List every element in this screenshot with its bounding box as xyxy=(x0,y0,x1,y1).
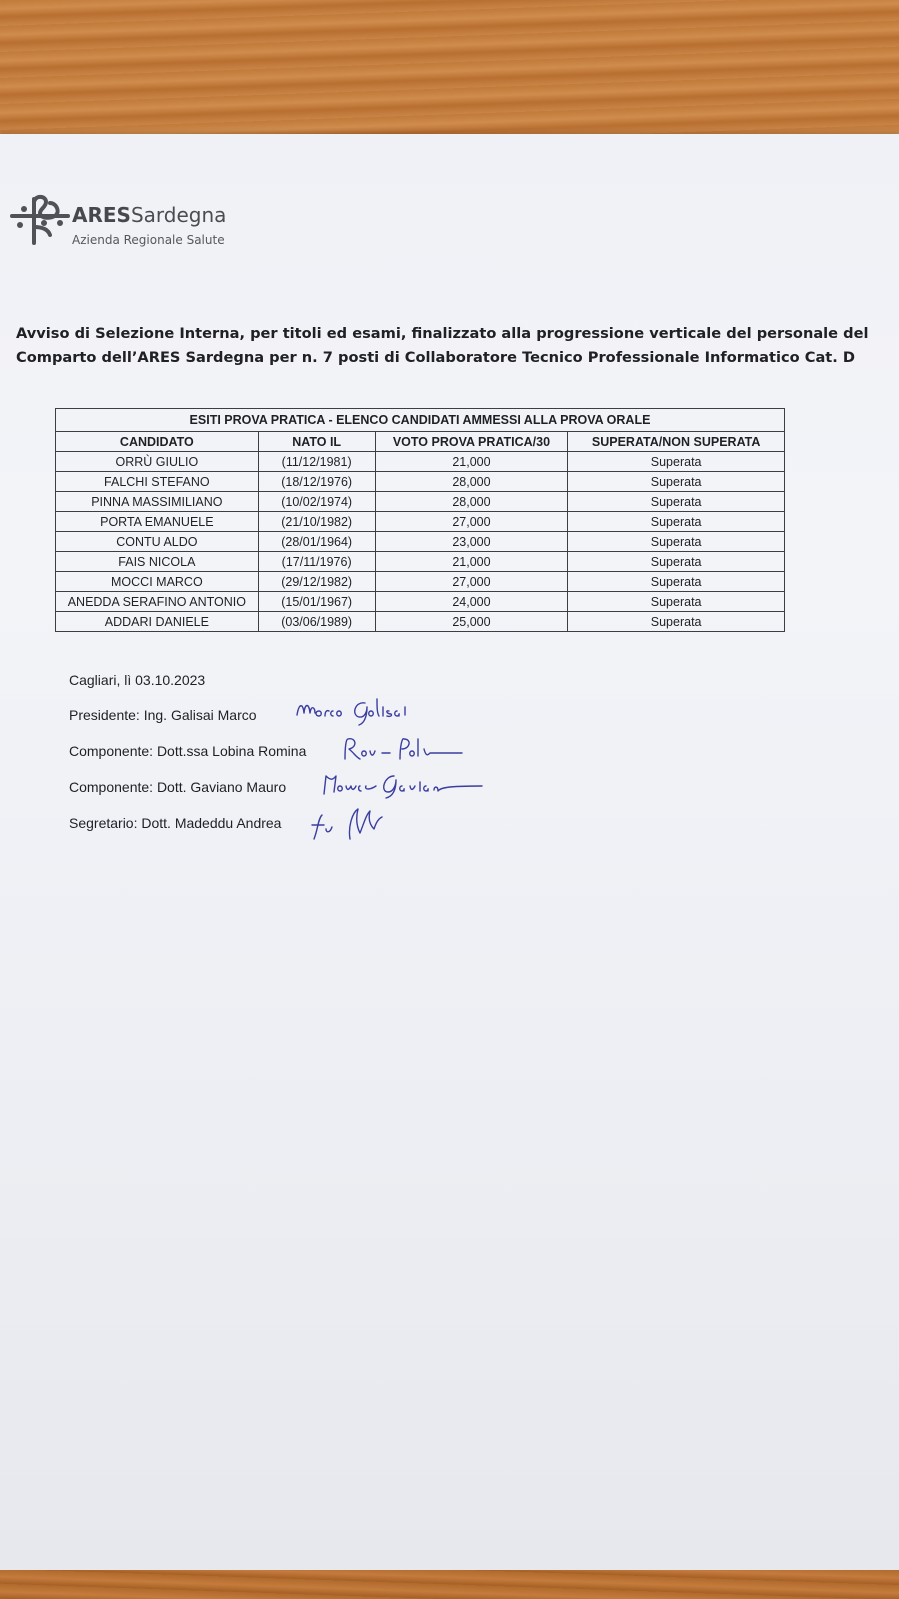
score: 27,000 xyxy=(375,572,568,592)
segretario-line: Segretario: Dott. Madeddu Andrea xyxy=(69,815,282,831)
score: 28,000 xyxy=(375,492,568,512)
table-row xyxy=(56,492,785,512)
birth-date: (11/12/1981) xyxy=(258,452,375,472)
outcome: Superata xyxy=(568,612,785,632)
outcome: Superata xyxy=(568,452,785,472)
birth-date: (03/06/1989) xyxy=(258,612,375,632)
candidate-name: FALCHI STEFANO xyxy=(56,472,259,492)
signature-componente-1 xyxy=(342,733,472,767)
table-row xyxy=(56,592,785,612)
birth-date: (28/01/1964) xyxy=(258,532,375,552)
outcome: Superata xyxy=(568,512,785,532)
birth-date: (15/01/1967) xyxy=(258,592,375,612)
birth-date: (10/02/1974) xyxy=(258,492,375,512)
signature-componente-2 xyxy=(322,768,492,802)
brand-subtitle: Azienda Regionale Salute xyxy=(72,233,225,247)
componente-line-2: Componente: Dott. Gaviano Mauro xyxy=(69,779,287,795)
heading-line-1: Avviso di Selezione Interna, per titoli ed esami, finalizzato alla progressione verticale del personale del xyxy=(16,325,869,342)
candidate-name: MOCCI MARCO xyxy=(56,572,259,592)
header-candidato: CANDIDATO xyxy=(56,432,259,452)
wooden-desk-bottom xyxy=(0,1570,899,1599)
signature-segretario xyxy=(310,803,400,843)
score: 25,000 xyxy=(375,612,568,632)
results-table xyxy=(55,408,785,632)
score: 27,000 xyxy=(375,512,568,532)
componente-line-1: Componente: Dott.ssa Lobina Romina xyxy=(69,743,307,759)
candidate-name: ADDARI DANIELE xyxy=(56,612,259,632)
table-row xyxy=(56,572,785,592)
brand-name: ARESSardegna xyxy=(72,203,227,227)
presidente-line: Presidente: Ing. Galisai Marco xyxy=(69,707,257,723)
table-header-row xyxy=(56,432,785,452)
results-table-wrapper xyxy=(55,408,789,632)
candidate-name: CONTU ALDO xyxy=(56,532,259,552)
outcome: Superata xyxy=(568,492,785,512)
birth-date: (18/12/1976) xyxy=(258,472,375,492)
table-row xyxy=(56,612,785,632)
candidate-name: PINNA MASSIMILIANO xyxy=(56,492,259,512)
table-caption: ESITI PROVA PRATICA - ELENCO CANDIDATI AMMESSI ALLA PROVA ORALE xyxy=(56,409,785,432)
table-row xyxy=(56,552,785,572)
score: 21,000 xyxy=(375,452,568,472)
score: 28,000 xyxy=(375,472,568,492)
wooden-desk-top xyxy=(0,0,899,134)
birth-date: (29/12/1982) xyxy=(258,572,375,592)
outcome: Superata xyxy=(568,572,785,592)
table-row xyxy=(56,532,785,552)
table-row xyxy=(56,512,785,532)
birth-date: (17/11/1976) xyxy=(258,552,375,572)
birth-date: (21/10/1982) xyxy=(258,512,375,532)
notice-heading xyxy=(16,322,886,370)
score: 21,000 xyxy=(375,552,568,572)
score: 23,000 xyxy=(375,532,568,552)
candidate-name: FAIS NICOLA xyxy=(56,552,259,572)
heading-line-2: Comparto dell’ARES Sardegna per n. 7 posti di Collaboratore Tecnico Professionale Informatico Cat. D xyxy=(16,349,856,366)
table-row xyxy=(56,472,785,492)
header-nato-il: NATO IL xyxy=(258,432,375,452)
header-voto: VOTO PROVA PRATICA/30 xyxy=(375,432,568,452)
candidate-name: ORRÙ GIULIO xyxy=(56,452,259,472)
outcome: Superata xyxy=(568,552,785,572)
signature-presidente xyxy=(295,693,465,733)
outcome: Superata xyxy=(568,592,785,612)
score: 24,000 xyxy=(375,592,568,612)
ares-logo-icon xyxy=(10,193,70,245)
header-esito: SUPERATA/NON SUPERATA xyxy=(568,432,785,452)
place-date: Cagliari, lì 03.10.2023 xyxy=(69,672,206,688)
outcome: Superata xyxy=(568,472,785,492)
candidate-name: ANEDDA SERAFINO ANTONIO xyxy=(56,592,259,612)
table-row xyxy=(56,452,785,472)
candidate-name: PORTA EMANUELE xyxy=(56,512,259,532)
outcome: Superata xyxy=(568,532,785,552)
